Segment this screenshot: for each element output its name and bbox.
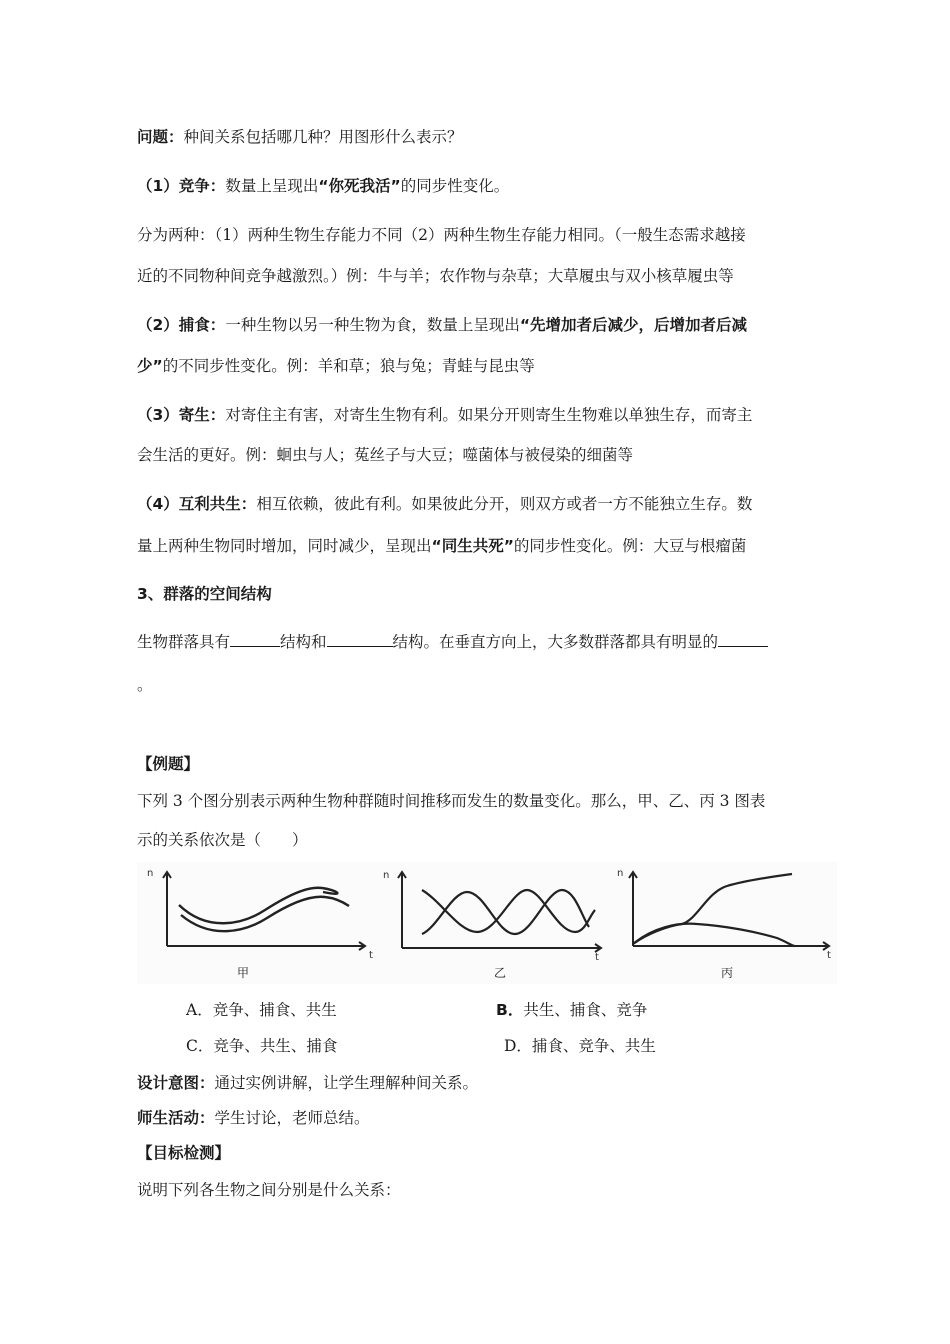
target-heading: 【目标检测】 — [137, 1144, 231, 1162]
activity-line — [137, 1108, 370, 1128]
predation-text-1: 一种生物以另一种生物为食，数量上呈现出 — [225, 316, 520, 334]
competition-line-3: 近的不同物种间竞争越激烈。）例：牛与羊；农作物与杂草；大草履虫与双小核草履虫等 — [137, 267, 734, 285]
mutualism-num: （4） — [137, 495, 179, 513]
activity-label: 师生活动： — [137, 1109, 215, 1127]
section3-text-3: 结构。在垂直方向上，大多数群落都具有明显的 — [392, 633, 719, 651]
predation-num: （2） — [137, 316, 179, 334]
graph-jia-ylabel: n — [147, 868, 154, 879]
competition-emphasis: “你死我活” — [318, 177, 401, 195]
mutualism-line-2 — [137, 536, 746, 556]
graph-bing-ylabel: n — [617, 868, 624, 879]
section3-heading: 3、群落的空间结构 — [137, 585, 272, 603]
graph-bing-xlabel: t — [827, 950, 831, 961]
graph-jia-xlabel: t — [369, 950, 373, 961]
question-label: 问题： — [137, 128, 184, 146]
graph-jia-caption: 甲 — [237, 966, 250, 980]
competition-line-2: 分为两种：（1）两种生物生存能力不同（2）两种生物生存能力相同。（一般生态需求越接 — [137, 226, 746, 244]
predation-line-2 — [137, 356, 535, 376]
competition-line-1 — [137, 176, 509, 196]
graph-yi-ylabel: n — [383, 870, 390, 881]
parasitism-line-2: 会生活的更好。例：蛔虫与人；菟丝子与大豆；噬菌体与被侵染的细菌等 — [137, 446, 634, 464]
competition-term: 竞争： — [178, 177, 226, 195]
option-d[interactable]: D．捕食、竞争、共生 — [504, 1037, 656, 1055]
predation-emphasis-2: 少” — [137, 357, 163, 375]
target-text: 说明下列各生物之间分别是什么关系： — [137, 1181, 401, 1199]
predation-line-1 — [137, 315, 747, 335]
section3-end: 。 — [137, 676, 153, 694]
mutualism-text-2: 量上两种生物同时增加，同时减少，呈现出 — [137, 537, 432, 555]
blank-1[interactable] — [230, 632, 280, 647]
predation-term: 捕食： — [178, 316, 226, 334]
blank-3[interactable] — [718, 632, 768, 647]
predation-emphasis-1: “先增加者后减少，后增加者后减 — [519, 316, 748, 334]
mutualism-term: 互利共生： — [178, 495, 257, 513]
mutualism-text-3: 的同步性变化。例：大豆与根瘤菌 — [513, 537, 747, 555]
parasitism-text-1: 对寄住主有害，对寄生生物有利。如果分开则寄生生物难以单独生存，而寄主 — [225, 406, 753, 424]
mutualism-line-1 — [137, 494, 752, 514]
parasitism-term: 寄生： — [178, 406, 226, 424]
section3-text-2: 结构和 — [280, 633, 327, 651]
design-intent-line — [137, 1073, 478, 1093]
mutualism-emphasis: “同生共死” — [431, 537, 514, 555]
graph-bing-caption: 丙 — [721, 966, 734, 980]
competition-text-2: 的同步性变化。 — [400, 177, 510, 195]
graph-yi-xlabel: t — [595, 952, 599, 963]
example-question-2: 示的关系依次是（ ） — [137, 831, 308, 849]
example-question-1: 下列 3 个图分别表示两种生物种群随时间推移而发生的数量变化。那么，甲、乙、丙 3 图表 — [137, 792, 766, 810]
section3-text-1: 生物群落具有 — [137, 633, 231, 651]
question-text: 种间关系包括哪几种？用图形什么表示？ — [183, 128, 463, 146]
graph-yi-caption: 乙 — [494, 966, 507, 980]
predation-text-2: 的不同步性变化。例：羊和草；狼与兔；青蛙与昆虫等 — [162, 357, 535, 375]
blank-2[interactable] — [327, 632, 393, 647]
option-b[interactable] — [496, 1000, 647, 1020]
competition-num: （1） — [137, 177, 179, 195]
parasitism-line-1 — [137, 405, 752, 425]
example-heading: 【例题】 — [137, 755, 200, 773]
option-a[interactable]: A．竞争、捕食、共生 — [186, 1001, 337, 1019]
population-graphs — [137, 862, 837, 984]
option-b-text: 共生、捕食、竞争 — [523, 1001, 648, 1019]
option-b-label: B． — [496, 1001, 524, 1019]
competition-text-1: 数量上呈现出 — [225, 177, 319, 195]
parasitism-num: （3） — [137, 406, 179, 424]
design-intent-label: 设计意图： — [137, 1074, 215, 1092]
section3-blanks-line — [137, 632, 768, 652]
design-intent-text: 通过实例讲解，让学生理解种间关系。 — [214, 1074, 479, 1092]
question-line — [137, 127, 463, 147]
option-c[interactable]: C．竞争、共生、捕食 — [186, 1037, 338, 1055]
activity-text: 学生讨论，老师总结。 — [214, 1109, 370, 1127]
mutualism-text-1: 相互依赖，彼此有利。如果彼此分开，则双方或者一方不能独立生存。数 — [256, 495, 753, 513]
